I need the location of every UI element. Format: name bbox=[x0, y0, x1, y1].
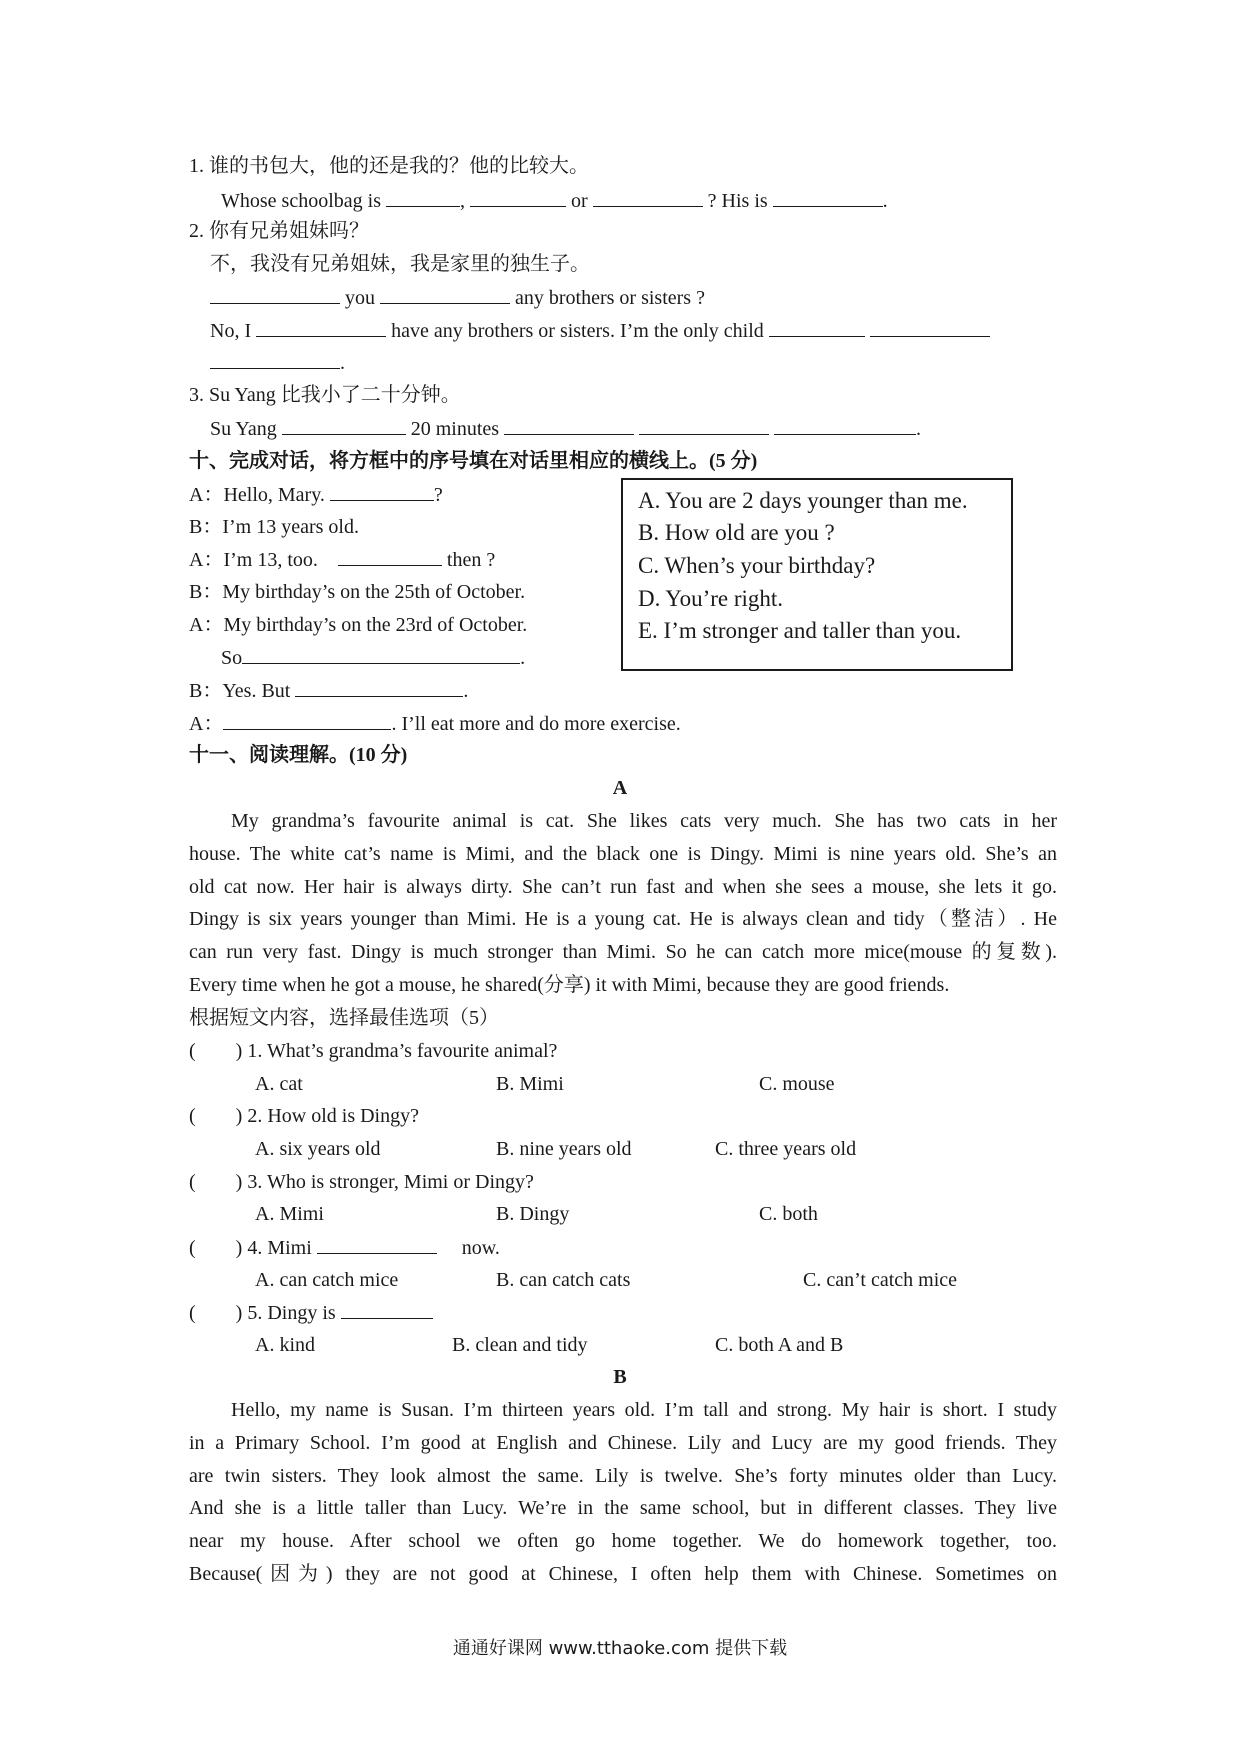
question-4-option-b: B. can catch cats bbox=[496, 1269, 631, 1291]
dialogue-line-3: A：I’m 13, too. then ? bbox=[189, 549, 496, 571]
q3-chinese: 3. Su Yang 比我小了二十分钟。 bbox=[189, 384, 461, 406]
question-4-option-c: C. can’t catch mice bbox=[803, 1269, 958, 1291]
answer-blank[interactable] bbox=[769, 318, 865, 337]
question-2-stem: ( ) 2. How old is Dingy? bbox=[189, 1105, 419, 1127]
answer-blank[interactable] bbox=[386, 188, 460, 207]
q1-english: Whose schoolbag is , or ? His is . bbox=[221, 190, 888, 212]
question-5-option-b: B. clean and tidy bbox=[452, 1334, 588, 1356]
passage-b-line: Hello, my name is Susan. I’m thirteen years old. I’m tall and strong. My hair is short. I study bbox=[231, 1399, 1057, 1421]
answer-blank[interactable] bbox=[330, 482, 434, 501]
answer-blank[interactable] bbox=[593, 188, 703, 207]
answer-blank[interactable] bbox=[242, 645, 520, 664]
answer-blank[interactable] bbox=[639, 416, 769, 435]
answer-blank[interactable] bbox=[870, 318, 990, 337]
dialogue-line-4: B：My birthday’s on the 25th of October. bbox=[189, 581, 526, 603]
answer-blank[interactable] bbox=[338, 547, 442, 566]
question-1-option-c: C. mouse bbox=[759, 1073, 835, 1095]
passage-b-line: in a Primary School. I’m good at English and Chinese. Lily and Lucy are my good friends. They bbox=[189, 1432, 1057, 1454]
q2-english-answer: No, I have any brothers or sisters. I’m the only child bbox=[210, 318, 990, 343]
passage-b-line: And she is a little taller than Lucy. We’re in the same school, but in different classes. They live bbox=[189, 1497, 1057, 1519]
passage-a-line: Every time when he got a mouse, he shared(分享) it with Mimi, because they are good friends. bbox=[189, 974, 950, 996]
answer-blank[interactable] bbox=[774, 416, 916, 435]
answer-blank[interactable] bbox=[282, 416, 406, 435]
q2-chinese-answer: 不，我没有兄弟姐妹，我是家里的独生子。 bbox=[210, 253, 590, 275]
q2-english-answer-cont: . bbox=[210, 350, 345, 375]
question-3-option-c: C. both bbox=[759, 1203, 818, 1225]
dialogue-line-8: A： . I’ll eat more and do more exercise. bbox=[189, 713, 681, 735]
passage-b-line: Because(因为) they are not good at Chinese, I often help them with Chinese. Sometimes on bbox=[189, 1563, 1057, 1585]
question-4-stem: ( ) 4. Mimi now. bbox=[189, 1237, 500, 1259]
dialogue-line-2: B：I’m 13 years old. bbox=[189, 516, 359, 538]
reading-instruction: 根据短文内容，选择最佳选项（5） bbox=[189, 1007, 499, 1029]
question-5-option-c: C. both A and B bbox=[715, 1334, 844, 1356]
question-5-option-a: A. kind bbox=[255, 1334, 315, 1356]
question-3-option-b: B. Dingy bbox=[496, 1203, 570, 1225]
dialogue-line-6: So . bbox=[221, 647, 526, 669]
answer-blank[interactable] bbox=[210, 285, 340, 304]
page-footer: 通通好课网 www.tthaoke.com 提供下载 bbox=[452, 1638, 788, 1659]
answer-blank[interactable] bbox=[341, 1300, 433, 1319]
passage-a-line: house. The white cat’s name is Mimi, and the black one is Dingy. Mimi is nine years old. She’s an bbox=[189, 843, 1057, 865]
dialogue-line-5: A：My birthday’s on the 23rd of October. bbox=[189, 614, 528, 636]
q3-english: Su Yang 20 minutes . bbox=[210, 418, 922, 440]
section10-heading: 十、完成对话，将方框中的序号填在对话里相应的横线上。(5 分) bbox=[189, 450, 758, 472]
passage-a-line: old cat now. Her hair is always dirty. She can’t run fast and when she sees a mouse, she lets it go. bbox=[189, 876, 1057, 898]
section11-heading: 十一、阅读理解。(10 分) bbox=[189, 744, 408, 766]
option-c: C. When’s your birthday? bbox=[638, 553, 876, 578]
passage-b-title: B bbox=[613, 1366, 627, 1388]
answer-blank[interactable] bbox=[317, 1235, 437, 1254]
passage-a-line: Dingy is six years younger than Mimi. He is a young cat. He is always clean and tidy（整洁）. He bbox=[189, 908, 1057, 930]
dialogue-line-7: B：Yes. But . bbox=[189, 680, 469, 702]
passage-a-line: can run very fast. Dingy is much stronger than Mimi. So he can catch more mice(mouse 的复数). bbox=[189, 941, 1057, 963]
question-4-option-a: A. can catch mice bbox=[255, 1269, 399, 1291]
q1-chinese: 1. 谁的书包大，他的还是我的？他的比较大。 bbox=[189, 155, 589, 177]
answer-blank[interactable] bbox=[773, 188, 883, 207]
question-1-option-b: B. Mimi bbox=[496, 1073, 564, 1095]
question-2-option-b: B. nine years old bbox=[496, 1138, 632, 1160]
passage-a-line: My grandma’s favourite animal is cat. She likes cats very much. She has two cats in her bbox=[231, 810, 1057, 832]
answer-blank[interactable] bbox=[504, 416, 634, 435]
q2-english-question: you any brothers or sisters ? bbox=[210, 285, 705, 310]
question-2-option-c: C. three years old bbox=[715, 1138, 857, 1160]
answer-blank[interactable] bbox=[470, 188, 566, 207]
dialogue-line-1: A：Hello, Mary. ? bbox=[189, 484, 443, 506]
options-box bbox=[621, 478, 1013, 671]
passage-b-line: are twin sisters. They look almost the same. Lily is twelve. She’s forty minutes older than Lucy. bbox=[189, 1465, 1057, 1487]
question-1-option-a: A. cat bbox=[255, 1073, 303, 1095]
option-d: D. You’re right. bbox=[638, 586, 784, 611]
question-5-stem: ( ) 5. Dingy is bbox=[189, 1300, 433, 1325]
question-1-stem: ( ) 1. What’s grandma’s favourite animal? bbox=[189, 1040, 558, 1062]
question-3-stem: ( ) 3. Who is stronger, Mimi or Dingy? bbox=[189, 1171, 534, 1193]
answer-blank[interactable] bbox=[295, 678, 463, 697]
option-a: A. You are 2 days younger than me. bbox=[638, 488, 968, 513]
option-b: B. How old are you ? bbox=[638, 520, 835, 545]
q2-chinese: 2. 你有兄弟姐妹吗？ bbox=[189, 220, 369, 242]
answer-blank[interactable] bbox=[223, 711, 391, 730]
answer-blank[interactable] bbox=[210, 350, 340, 369]
passage-b-line: near my house. After school we often go home together. We do homework together, too. bbox=[189, 1530, 1057, 1552]
question-2-option-a: A. six years old bbox=[255, 1138, 381, 1160]
passage-a-title: A bbox=[612, 777, 628, 799]
option-e: E. I’m stronger and taller than you. bbox=[638, 618, 962, 643]
question-3-option-a: A. Mimi bbox=[255, 1203, 324, 1225]
answer-blank[interactable] bbox=[380, 285, 510, 304]
answer-blank[interactable] bbox=[256, 318, 386, 337]
